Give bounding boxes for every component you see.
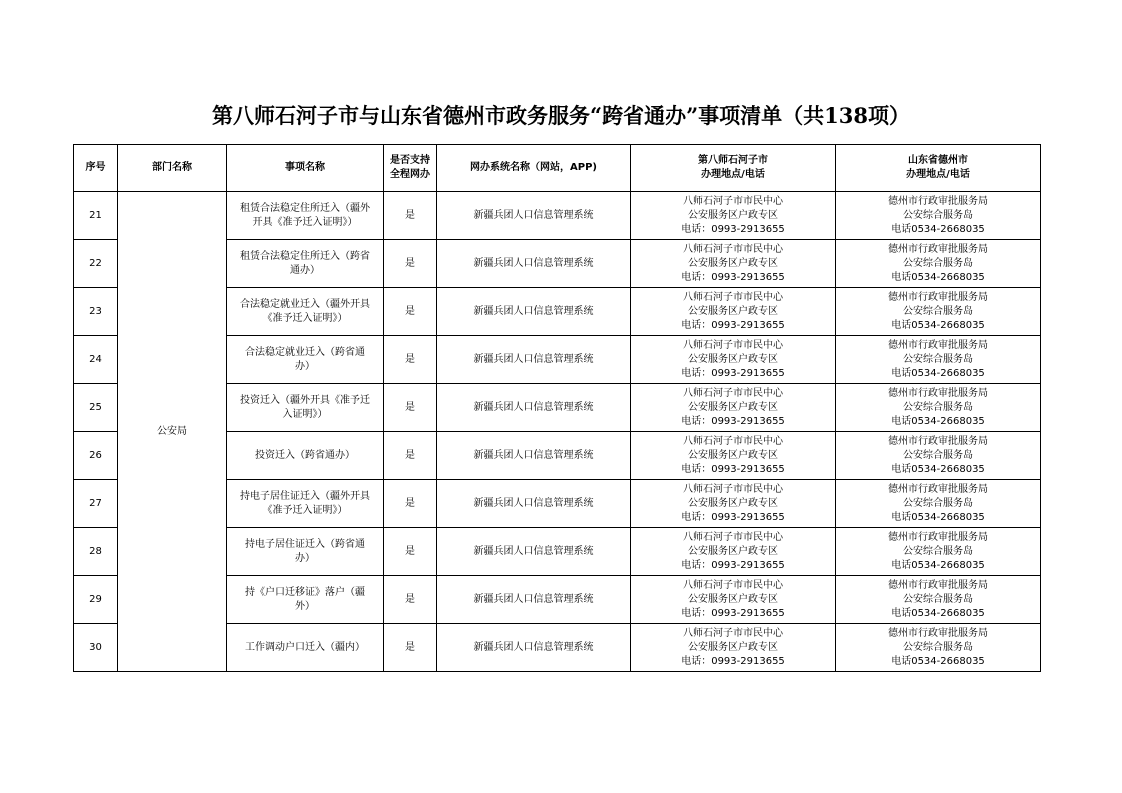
dz-location-cell-line: 电话0534-2668035 — [891, 367, 985, 379]
item-name-cell-line: 投资迁入（疆外开具《准予迁 — [240, 394, 370, 406]
shz-location-cell-line: 公安服务区户政专区 — [688, 401, 778, 413]
item-name-cell-line: 投资迁入（跨省通办） — [255, 449, 355, 461]
shz-location-cell-line: 电话：0993-2913655 — [681, 367, 785, 379]
item-name-cell — [227, 624, 384, 672]
seq-cell: 27 — [74, 480, 118, 528]
dz-location-cell-line: 德州市行政审批服务局 — [888, 531, 988, 543]
system-cell: 新疆兵团人口信息管理系统 — [437, 336, 631, 384]
header-dz-line: 山东省德州市 — [908, 155, 968, 166]
item-name-cell — [227, 288, 384, 336]
shz-location-cell-line: 电话：0993-2913655 — [681, 607, 785, 619]
seq-cell: 25 — [74, 384, 118, 432]
seq-cell: 26 — [74, 432, 118, 480]
header-item: 事项名称 — [227, 145, 384, 192]
dz-location-cell-line: 德州市行政审批服务局 — [888, 339, 988, 351]
item-name-cell — [227, 240, 384, 288]
dz-location-cell — [836, 192, 1041, 240]
item-name-cell — [227, 528, 384, 576]
dz-location-cell-line: 德州市行政审批服务局 — [888, 195, 988, 207]
dz-location-cell-line: 德州市行政审批服务局 — [888, 387, 988, 399]
shz-location-cell-line: 公安服务区户政专区 — [688, 353, 778, 365]
seq-cell: 24 — [74, 336, 118, 384]
system-cell: 新疆兵团人口信息管理系统 — [437, 240, 631, 288]
header-system: 网办系统名称（网站，APP) — [437, 145, 631, 192]
online-cell: 是 — [384, 528, 437, 576]
dz-location-cell — [836, 432, 1041, 480]
item-name-cell-line: 合法稳定就业迁入（跨省通 — [245, 346, 365, 358]
header-seq: 序号 — [74, 145, 118, 192]
shz-location-cell — [631, 336, 836, 384]
shz-location-cell-line: 公安服务区户政专区 — [688, 449, 778, 461]
shz-location-cell-line: 八师石河子市市民中心 — [683, 435, 783, 447]
shz-location-cell-line: 八师石河子市市民中心 — [683, 483, 783, 495]
shz-location-cell-line: 公安服务区户政专区 — [688, 641, 778, 653]
item-name-cell-line: 持电子居住证迁入（疆外开具 — [240, 490, 370, 502]
dz-location-cell-line: 电话0534-2668035 — [891, 415, 985, 427]
dz-location-cell-line: 公安综合服务岛 — [903, 545, 973, 557]
shz-location-cell — [631, 240, 836, 288]
dz-location-cell — [836, 288, 1041, 336]
online-cell: 是 — [384, 192, 437, 240]
dz-location-cell-line: 电话0534-2668035 — [891, 271, 985, 283]
shz-location-cell — [631, 192, 836, 240]
shz-location-cell — [631, 528, 836, 576]
seq-cell: 23 — [74, 288, 118, 336]
item-name-cell — [227, 576, 384, 624]
system-cell: 新疆兵团人口信息管理系统 — [437, 192, 631, 240]
dz-location-cell-line: 德州市行政审批服务局 — [888, 627, 988, 639]
shz-location-cell-line: 电话：0993-2913655 — [681, 223, 785, 235]
item-name-cell-line: 持电子居住证迁入（跨省通 — [245, 538, 365, 550]
shz-location-cell-line: 八师石河子市市民中心 — [683, 627, 783, 639]
shz-location-cell — [631, 384, 836, 432]
item-name-cell-line: 持《户口迁移证》落户（疆 — [245, 586, 365, 598]
item-name-cell-line: 租赁合法稳定住所迁入（疆外 — [240, 202, 370, 214]
dz-location-cell-line: 德州市行政审批服务局 — [888, 291, 988, 303]
system-cell: 新疆兵团人口信息管理系统 — [437, 624, 631, 672]
item-name-cell-line: 办） — [295, 552, 315, 564]
dz-location-cell-line: 德州市行政审批服务局 — [888, 243, 988, 255]
dz-location-cell — [836, 528, 1041, 576]
shz-location-cell-line: 八师石河子市市民中心 — [683, 291, 783, 303]
shz-location-cell-line: 电话：0993-2913655 — [681, 415, 785, 427]
seq-cell: 30 — [74, 624, 118, 672]
item-name-cell — [227, 192, 384, 240]
shz-location-cell-line: 电话：0993-2913655 — [681, 271, 785, 283]
system-cell: 新疆兵团人口信息管理系统 — [437, 288, 631, 336]
online-cell: 是 — [384, 432, 437, 480]
shz-location-cell — [631, 432, 836, 480]
shz-location-cell-line: 公安服务区户政专区 — [688, 257, 778, 269]
header-dept: 部门名称 — [118, 145, 227, 192]
dz-location-cell-line: 公安综合服务岛 — [903, 641, 973, 653]
header-online-line: 全程网办 — [390, 169, 430, 180]
shz-location-cell-line: 八师石河子市市民中心 — [683, 387, 783, 399]
shz-location-cell — [631, 480, 836, 528]
item-name-cell-line: 开具《准予迁入证明》） — [252, 216, 358, 228]
shz-location-cell-line: 公安服务区户政专区 — [688, 497, 778, 509]
dz-location-cell-line: 德州市行政审批服务局 — [888, 483, 988, 495]
header-dz — [836, 145, 1041, 192]
shz-location-cell-line: 公安服务区户政专区 — [688, 593, 778, 605]
dz-location-cell — [836, 624, 1041, 672]
item-name-cell — [227, 336, 384, 384]
item-name-cell — [227, 432, 384, 480]
shz-location-cell-line: 电话：0993-2913655 — [681, 511, 785, 523]
item-name-cell — [227, 480, 384, 528]
shz-location-cell-line: 电话：0993-2913655 — [681, 463, 785, 475]
shz-location-cell — [631, 576, 836, 624]
online-cell: 是 — [384, 576, 437, 624]
online-cell: 是 — [384, 480, 437, 528]
dz-location-cell-line: 公安综合服务岛 — [903, 353, 973, 365]
seq-cell: 28 — [74, 528, 118, 576]
header-shz-line: 第八师石河子市 — [698, 155, 768, 166]
dz-location-cell — [836, 336, 1041, 384]
item-name-cell-line: 合法稳定就业迁入（疆外开具 — [240, 298, 370, 310]
seq-cell: 21 — [74, 192, 118, 240]
shz-location-cell-line: 八师石河子市市民中心 — [683, 195, 783, 207]
shz-location-cell-line: 公安服务区户政专区 — [688, 545, 778, 557]
shz-location-cell-line: 八师石河子市市民中心 — [683, 579, 783, 591]
online-cell: 是 — [384, 624, 437, 672]
dz-location-cell-line: 电话0534-2668035 — [891, 511, 985, 523]
header-shz-line: 办理地点/电话 — [701, 169, 765, 180]
dz-location-cell-line: 电话0534-2668035 — [891, 223, 985, 235]
dz-location-cell — [836, 480, 1041, 528]
dz-location-cell-line: 公安综合服务岛 — [903, 497, 973, 509]
page-title: 第八师石河子市与山东省德州市政务服务“跨省通办”事项清单（共138项） — [212, 103, 910, 128]
shz-location-cell — [631, 624, 836, 672]
system-cell: 新疆兵团人口信息管理系统 — [437, 384, 631, 432]
item-name-cell-line: 工作调动户口迁入（疆内） — [245, 641, 365, 653]
dz-location-cell — [836, 384, 1041, 432]
dz-location-cell-line: 电话0534-2668035 — [891, 607, 985, 619]
item-name-cell — [227, 384, 384, 432]
shz-location-cell — [631, 288, 836, 336]
shz-location-cell-line: 电话：0993-2913655 — [681, 655, 785, 667]
header-online-line: 是否支持 — [390, 155, 430, 166]
dz-location-cell-line: 公安综合服务岛 — [903, 593, 973, 605]
dz-location-cell-line: 公安综合服务岛 — [903, 209, 973, 221]
item-name-cell-line: 租赁合法稳定住所迁入（跨省 — [240, 250, 370, 262]
dz-location-cell-line: 德州市行政审批服务局 — [888, 435, 988, 447]
dz-location-cell-line: 公安综合服务岛 — [903, 401, 973, 413]
department-cell: 公安局 — [118, 192, 227, 672]
shz-location-cell-line: 公安服务区户政专区 — [688, 305, 778, 317]
dz-location-cell-line: 德州市行政审批服务局 — [888, 579, 988, 591]
seq-cell: 22 — [74, 240, 118, 288]
shz-location-cell-line: 公安服务区户政专区 — [688, 209, 778, 221]
shz-location-cell-line: 电话：0993-2913655 — [681, 559, 785, 571]
dz-location-cell-line: 公安综合服务岛 — [903, 257, 973, 269]
item-name-cell-line: 通办） — [290, 264, 320, 276]
seq-cell: 29 — [74, 576, 118, 624]
system-cell: 新疆兵团人口信息管理系统 — [437, 528, 631, 576]
dz-location-cell-line: 电话0534-2668035 — [891, 559, 985, 571]
online-cell: 是 — [384, 384, 437, 432]
shz-location-cell-line: 电话：0993-2913655 — [681, 319, 785, 331]
header-dz-line: 办理地点/电话 — [906, 169, 970, 180]
header-shz — [631, 145, 836, 192]
item-name-cell-line: 《准予迁入证明》） — [262, 312, 348, 324]
online-cell: 是 — [384, 288, 437, 336]
table-row — [74, 192, 1041, 240]
system-cell: 新疆兵团人口信息管理系统 — [437, 480, 631, 528]
dz-location-cell — [836, 240, 1041, 288]
dz-location-cell-line: 电话0534-2668035 — [891, 319, 985, 331]
shz-location-cell-line: 八师石河子市市民中心 — [683, 243, 783, 255]
dz-location-cell-line: 公安综合服务岛 — [903, 449, 973, 461]
item-name-cell-line: 入证明》） — [282, 408, 328, 420]
dz-location-cell — [836, 576, 1041, 624]
header-row — [74, 145, 1041, 192]
items-table — [73, 144, 1041, 672]
shz-location-cell-line: 八师石河子市市民中心 — [683, 339, 783, 351]
dz-location-cell-line: 电话0534-2668035 — [891, 463, 985, 475]
system-cell: 新疆兵团人口信息管理系统 — [437, 576, 631, 624]
table-body — [74, 192, 1041, 672]
item-name-cell-line: 《准予迁入证明》） — [262, 504, 348, 516]
system-cell: 新疆兵团人口信息管理系统 — [437, 432, 631, 480]
dz-location-cell-line: 电话0534-2668035 — [891, 655, 985, 667]
online-cell: 是 — [384, 240, 437, 288]
dz-location-cell-line: 公安综合服务岛 — [903, 305, 973, 317]
online-cell: 是 — [384, 336, 437, 384]
item-name-cell-line: 外） — [295, 600, 315, 612]
header-online — [384, 145, 437, 192]
item-name-cell-line: 办） — [295, 360, 315, 372]
shz-location-cell-line: 八师石河子市市民中心 — [683, 531, 783, 543]
